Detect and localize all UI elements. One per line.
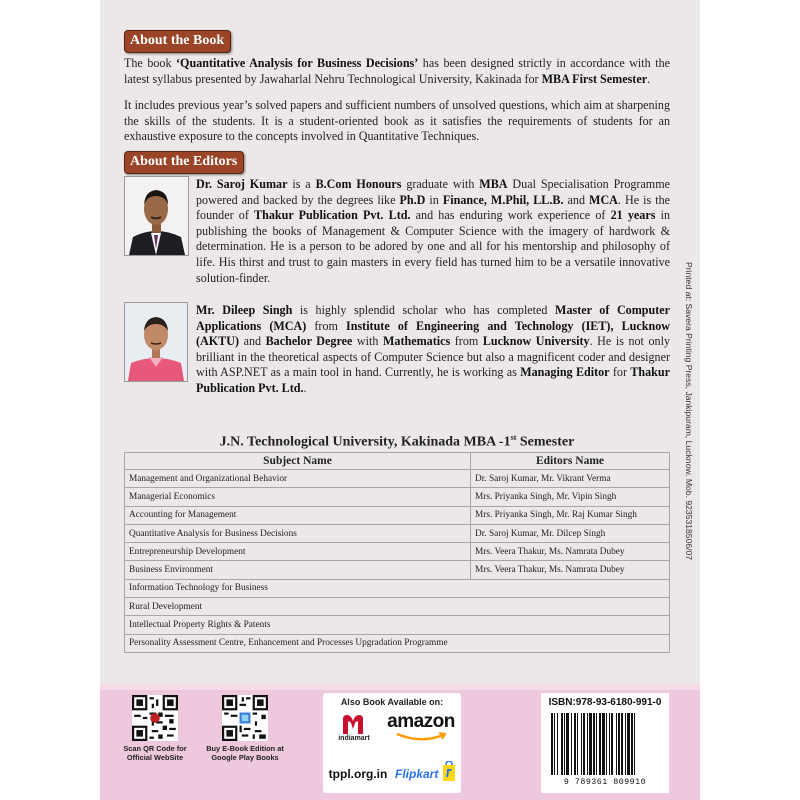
- also-available-box: [323, 693, 461, 793]
- subject-cell: Managerial Economics: [125, 488, 471, 506]
- subject-cell: Information Technology for Business: [125, 579, 670, 597]
- about-book-paragraph-1: The book ‘Quantitative Analysis for Business Decisions’ has been designed strictly in accordance with the latest syllabus presented by Jawaharlal Nehru Technological University, Kakinada for MBA First Semester.: [124, 56, 670, 86]
- subject-cell: Accounting for Management: [125, 506, 471, 524]
- editor2-photo: [124, 302, 188, 382]
- barcode-number: 9 789361 809910: [563, 778, 647, 787]
- subjects-editors-table: [124, 452, 670, 653]
- website-qr-code-icon[interactable]: [132, 695, 178, 741]
- editor1-photo: [124, 176, 189, 256]
- barcode-icon: [547, 713, 663, 777]
- table-row: [125, 598, 670, 616]
- about-book-heading: About the Book: [124, 30, 231, 53]
- table-row: [125, 616, 670, 634]
- editors-cell: Dr. Saroj Kumar, Mr. Vikrant Verma: [471, 470, 670, 488]
- flipkart-bag-icon: [442, 761, 456, 781]
- subject-cell: Business Environment: [125, 561, 471, 579]
- editors-cell: Dr. Saroj Kumar, Mr. Dilcep Singh: [471, 524, 670, 542]
- flipkart-logo[interactable]: [395, 753, 457, 789]
- subject-cell: Rural Development: [125, 598, 670, 616]
- subject-cell: Quantitative Analysis for Business Decisions: [125, 524, 471, 542]
- editors-cell: Mrs. Priyanka Singh, Mr. Vipin Singh: [471, 488, 670, 506]
- table-row: [125, 470, 670, 488]
- subject-cell: Management and Organizational Behavior: [125, 470, 471, 488]
- qr2-caption: Buy E-Book Edition at Google Play Books: [206, 744, 284, 762]
- indiamart-logo[interactable]: [331, 713, 377, 749]
- qr1-caption: Scan QR Code for Official WebSite: [123, 744, 187, 762]
- table-row: [125, 524, 670, 542]
- table-row: [125, 634, 670, 652]
- table-row: [125, 561, 670, 579]
- subject-cell: Intellectual Property Rights & Patents: [125, 616, 670, 634]
- about-book-paragraph-2: It includes previous year’s solved papers and sufficient numbers of unsolved questions, which aim at sharpening the skills of the students. It is a student-oriented book as it satisfies the requirements of students for an exhaustive exposure to the concepts involved in Quantitative Techniques.: [124, 98, 670, 144]
- subject-cell: Personality Assessment Centre, Enhancement and Processes Upgradation Programme: [125, 634, 670, 652]
- table-row: [125, 543, 670, 561]
- flipkart-label: Flipkart: [395, 767, 439, 781]
- editors-cell: Mrs. Priyanka Singh, Mr. Raj Kumar Singh: [471, 506, 670, 524]
- about-editors-heading: About the Editors: [124, 151, 244, 174]
- ebook-qr-code-icon[interactable]: [222, 695, 268, 741]
- also-available-title: Also Book Available on:: [340, 697, 444, 707]
- isbn-number: ISBN:978-93-6180-991-0: [548, 697, 662, 708]
- subject-cell: Entrepreneurship Development: [125, 543, 471, 561]
- editor1-bio-first-lines: Dr. Saroj Kumar is a B.Com Honours graduate with MBA Dual Specialisation Programme powered and backed by the degrees like Ph.D in Finance, M.Phil, LL.B. and MCA. He is the founder of Thakur Publication Pvt. Ltd. and has enduring work experience of 21 years in publishing the books of Management & Computer Science with the imagery of hardwork & determination. He is a person to be adored by one and all for his mentorship and philosophy of life. His thirst and trust to gain masters in every field has turned him to be a versatile innovative solution-finder.: [196, 177, 670, 285]
- subject-name-header: Subject Name: [125, 453, 471, 470]
- editors-cell: Mrs. Veera Thakur, Ms. Namrata Dubey: [471, 561, 670, 579]
- indiamart-icon: [340, 713, 366, 735]
- table-row: [125, 506, 670, 524]
- editor2-bio: Mr. Dileep Singh is highly splendid scholar who has completed Master of Computer Applications (MCA) from Institute of Engineering and Technology (IET), Lucknow (AKTU) and Bachelor Degree with Mathematics from Lucknow University. He is not only brilliant in the theoretical aspects of Computer Science but also a magnificent coder and designer with ASP.NET as a main tool in hand. Currently, he is working as Managing Editor for Thakur Publication Pvt. Ltd..: [196, 303, 671, 395]
- indiamart-label: indiamart: [338, 735, 370, 742]
- isbn-barcode-box: [541, 693, 669, 793]
- table-header-row: [125, 453, 670, 470]
- table-title: J.N. Technological University, Kakinada MBA -1st Semester: [219, 433, 575, 450]
- amazon-logo[interactable]: [385, 711, 457, 741]
- editors-cell: Mrs. Veera Thakur, Ms. Namrata Dubey: [471, 543, 670, 561]
- table-row: [125, 488, 670, 506]
- amazon-smile-icon: [395, 732, 447, 742]
- table-row: [125, 579, 670, 597]
- editors-name-header: Editors Name: [471, 453, 670, 470]
- tppl-website-link[interactable]: tppl.org.in: [328, 767, 388, 781]
- printer-info-vertical: [682, 262, 696, 622]
- printer-info-text: Printed at: Savera Printing Press, Jankipuram, Lucknow. Mob. 9235318506/07: [684, 262, 694, 561]
- amazon-label: amazon: [387, 711, 455, 732]
